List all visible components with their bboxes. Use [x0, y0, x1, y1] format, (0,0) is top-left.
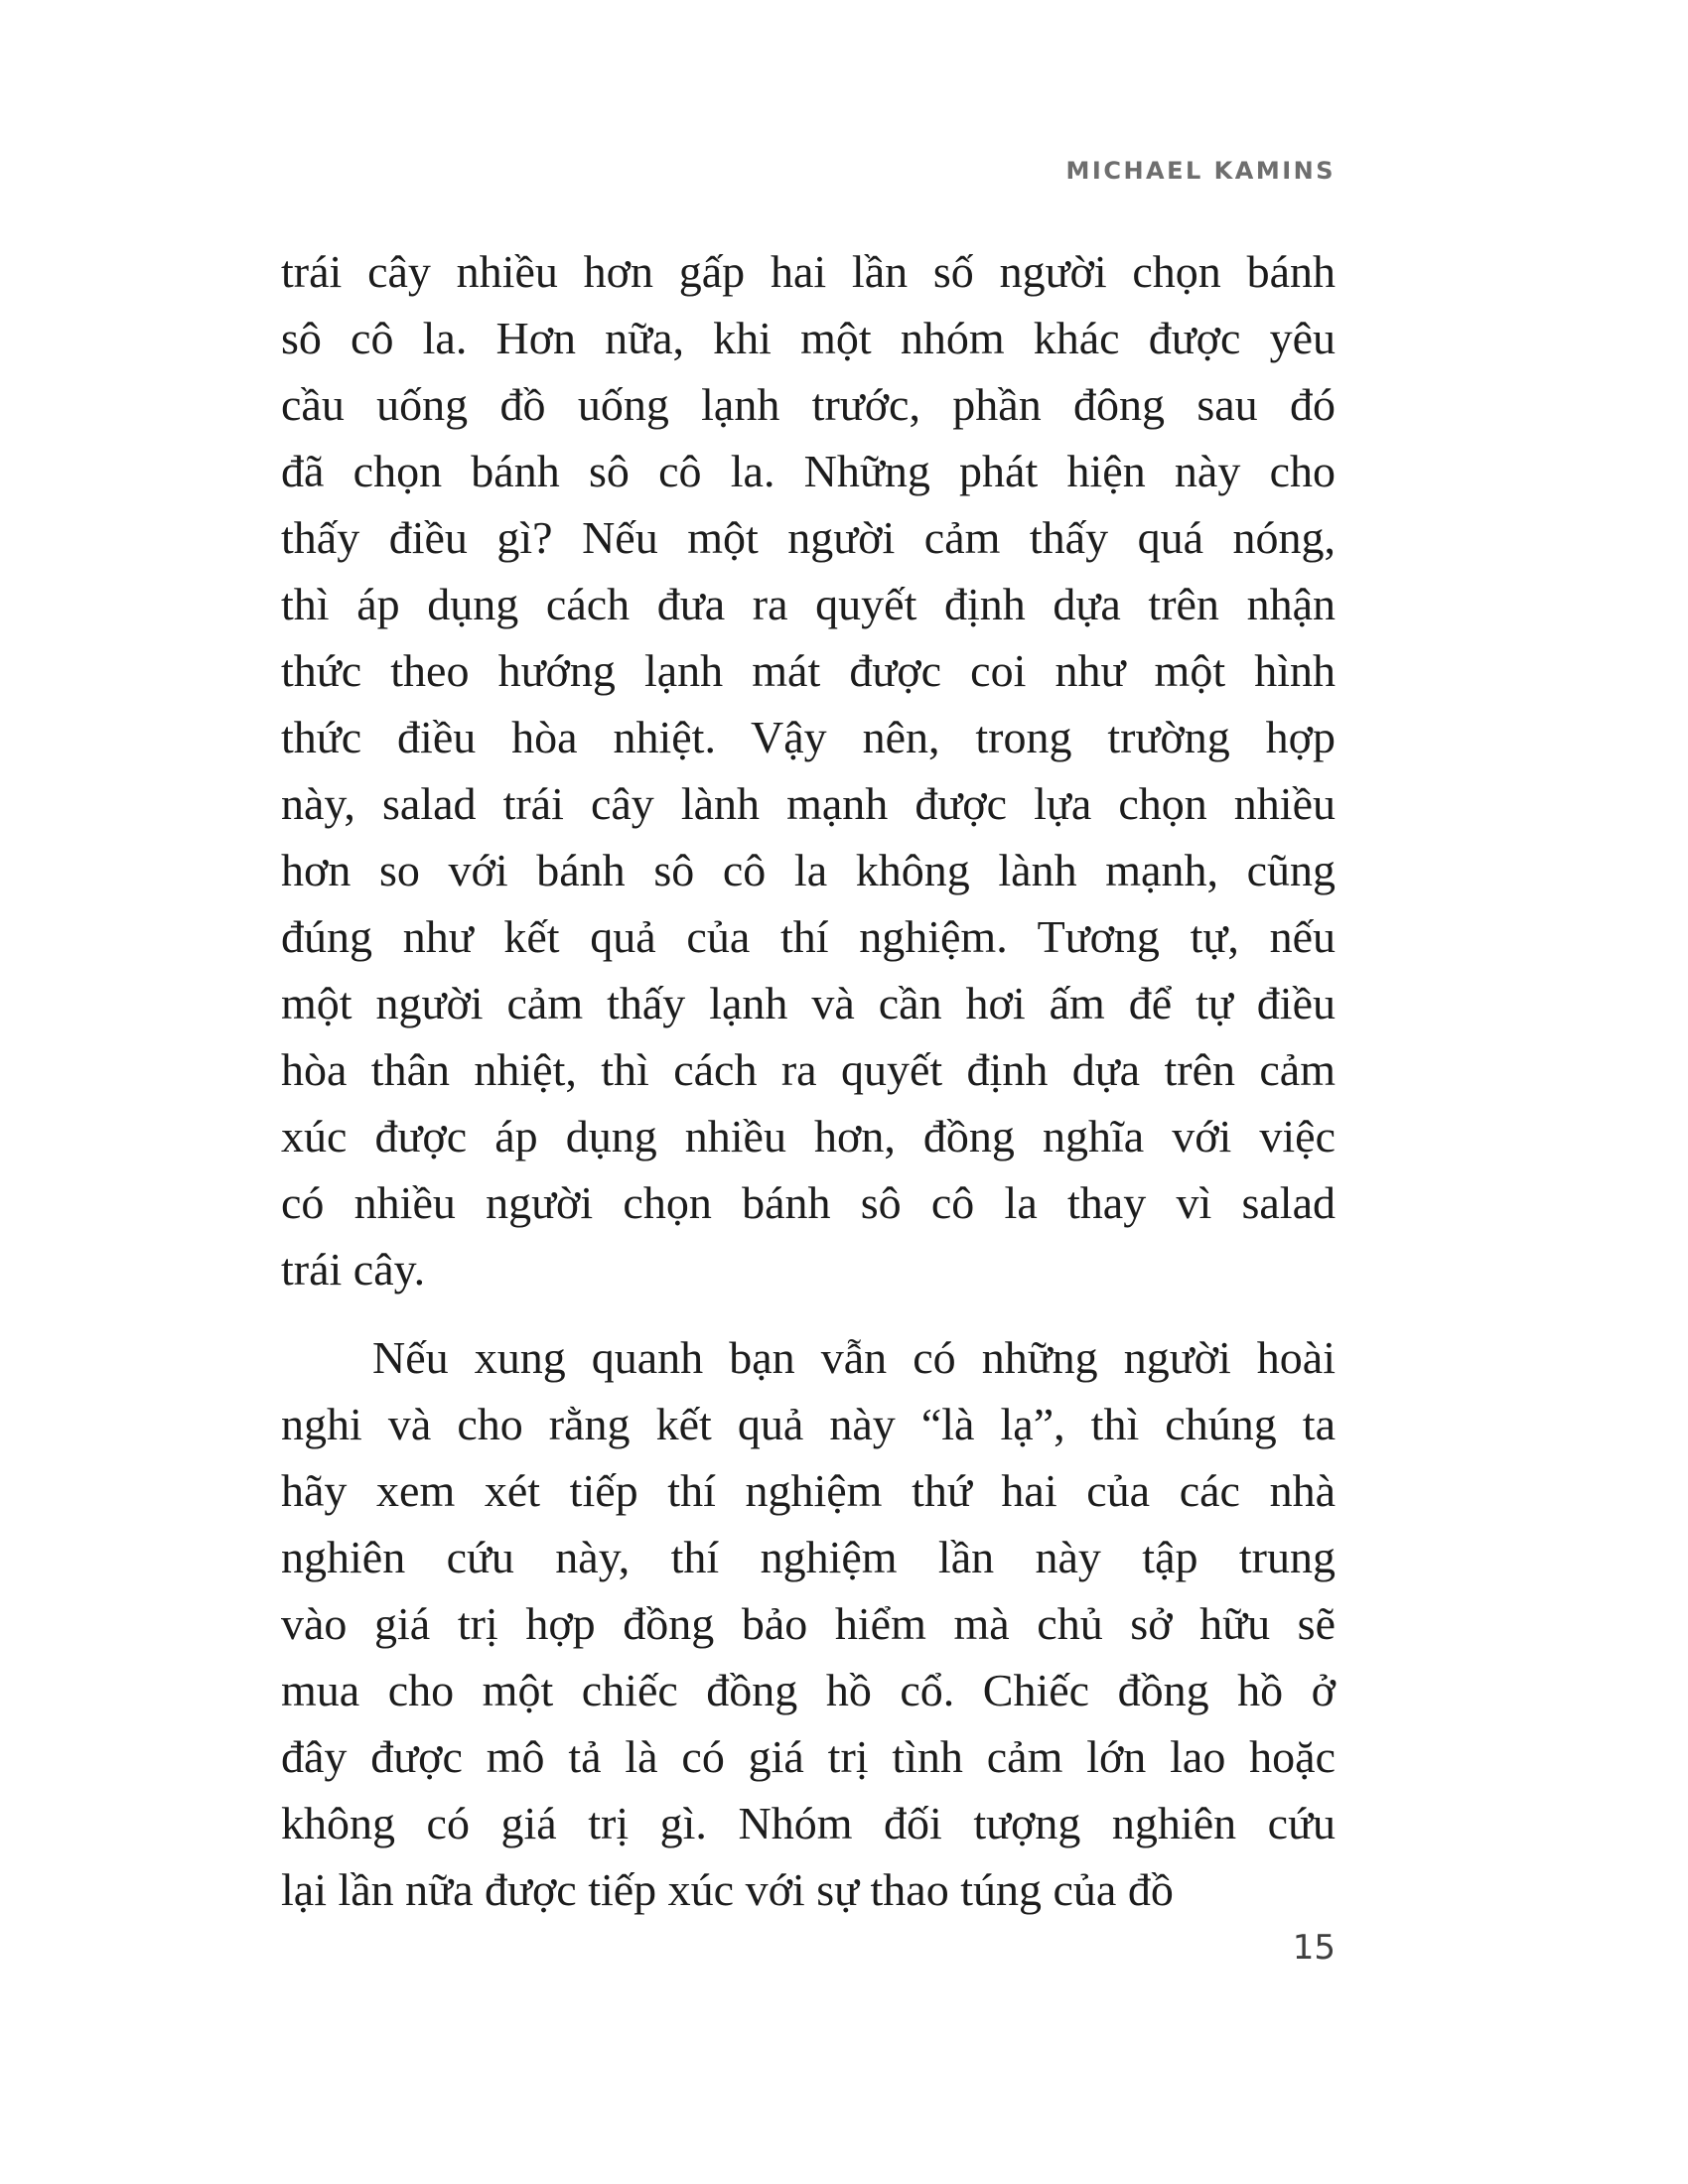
text-line: thấy điều gì? Nếu một người cảm thấy quá nóng, — [281, 512, 1336, 563]
text-line: nghi và cho rằng kết quả này “là lạ”, thì chúng ta — [281, 1399, 1336, 1449]
text-line: không có giá trị gì. Nhóm đối tượng nghiên cứu — [281, 1798, 1336, 1848]
text-line: hòa thân nhiệt, thì cách ra quyết định dựa trên cảm — [281, 1044, 1336, 1095]
text-line: trái cây nhiều hơn gấp hai lần số người chọn bánh — [281, 246, 1336, 297]
text-line: hãy xem xét tiếp thí nghiệm thứ hai của các nhà — [281, 1465, 1336, 1516]
text-line: có nhiều người chọn bánh sô cô la thay vì salad — [281, 1177, 1336, 1228]
text-line: trái cây. — [281, 1244, 426, 1295]
text-line: đây được mô tả là có giá trị tình cảm lớn lao hoặc — [281, 1731, 1336, 1782]
text-line: xúc được áp dụng nhiều hơn, đồng nghĩa với việc — [281, 1111, 1336, 1161]
text-line: lại lần nữa được tiếp xúc với sự thao túng của đồ — [281, 1864, 1174, 1915]
text-line: thức điều hòa nhiệt. Vậy nên, trong trường hợp — [281, 712, 1336, 762]
text-line: vào giá trị hợp đồng bảo hiểm mà chủ sở hữu sẽ — [281, 1598, 1336, 1649]
paragraph — [281, 238, 1336, 1302]
text-line: sô cô la. Hơn nữa, khi một nhóm khác được yêu — [281, 313, 1336, 363]
body-text — [281, 238, 1336, 1923]
text-line: thì áp dụng cách đưa ra quyết định dựa trên nhận — [281, 579, 1336, 629]
text-line: hơn so với bánh sô cô la không lành mạnh, cũng — [281, 845, 1336, 895]
text-line: cầu uống đồ uống lạnh trước, phần đông sau đó — [281, 379, 1336, 430]
text-line: nghiên cứu này, thí nghiệm lần này tập trung — [281, 1532, 1336, 1582]
paragraph — [281, 1324, 1336, 1923]
running-header-author: MICHAEL KAMINS — [1065, 157, 1336, 185]
text-line: một người cảm thấy lạnh và cần hơi ấm để tự điều — [281, 978, 1336, 1028]
text-line: mua cho một chiếc đồng hồ cổ. Chiếc đồng hồ ở — [281, 1665, 1336, 1715]
text-line: thức theo hướng lạnh mát được coi như một hình — [281, 645, 1336, 696]
text-line: đã chọn bánh sô cô la. Những phát hiện này cho — [281, 446, 1336, 496]
text-line: Nếu xung quanh bạn vẫn có những người hoài — [372, 1332, 1336, 1383]
text-line: này, salad trái cây lành mạnh được lựa chọn nhiều — [281, 778, 1336, 829]
text-line: đúng như kết quả của thí nghiệm. Tương tự, nếu — [281, 911, 1336, 962]
page-number: 15 — [1292, 1928, 1336, 1968]
